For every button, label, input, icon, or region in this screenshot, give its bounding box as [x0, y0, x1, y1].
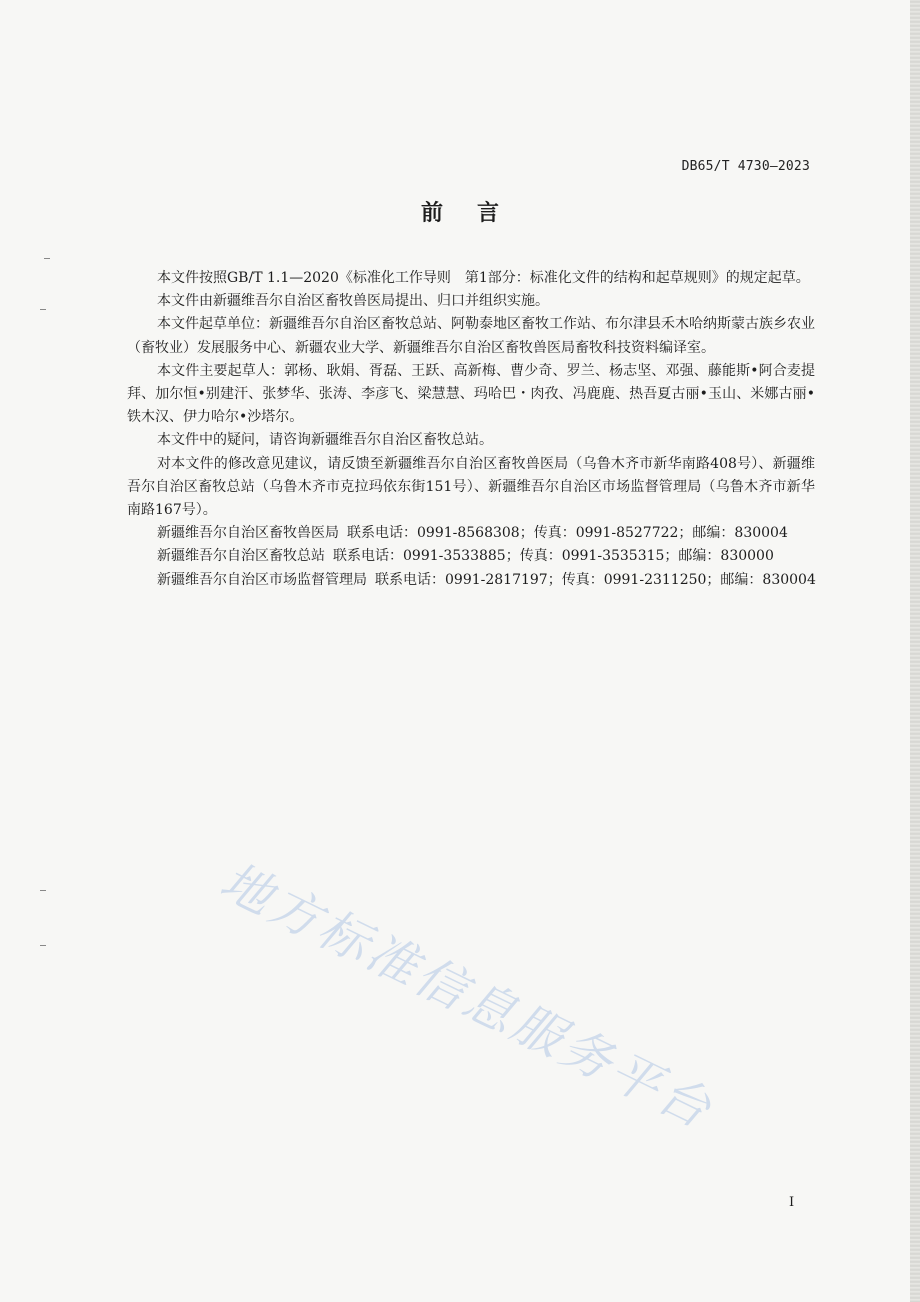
scan-mark	[44, 258, 50, 259]
contact-org: 新疆维吾尔自治区畜牧总站	[157, 548, 325, 565]
paragraph: 本文件中的疑问，请咨询新疆维吾尔自治区畜牧总站。	[157, 432, 493, 449]
contact-org: 新疆维吾尔自治区市场监督管理局	[157, 571, 367, 588]
contact-line	[127, 569, 815, 592]
page-number: I	[789, 1195, 795, 1210]
watermark: 地方标准信息服务平台	[211, 851, 723, 1141]
paragraph: 对本文件的修改意见建议，请反馈至新疆维吾尔自治区畜牧兽医局（乌鲁木齐市新华南路408号）、新疆维吾尔自治区畜牧总站（乌鲁木齐市克拉玛依东街151号）、新疆维吾尔自治区市场监督管理局（乌鲁木齐市新华南路167号）。	[127, 455, 815, 519]
paragraph: 本文件按照GB/T 1.1—2020《标准化工作导则 第1部分：标准化文件的结构和起草规则》的规定起草。	[157, 270, 810, 286]
paragraph: 本文件起草单位：新疆维吾尔自治区畜牧总站、阿勒泰地区畜牧工作站、布尔津县禾木哈纳斯蒙古族乡农业（畜牧业）发展服务中心、新疆农业大学、新疆维吾尔自治区畜牧兽医局畜牧科技资料编译室。	[127, 316, 815, 356]
scan-mark	[40, 945, 46, 946]
scan-mark	[40, 890, 46, 891]
contact-details: 联系电话：0991-3533885；传真：0991-3535315；邮编：830000	[333, 548, 774, 565]
paragraph: 本文件由新疆维吾尔自治区畜牧兽医局提出、归口并组织实施。	[157, 293, 549, 310]
page-title: 前言	[420, 201, 533, 226]
contact-details: 联系电话：0991-2817197；传真：0991-2311250；邮编：830004	[375, 571, 816, 588]
contact-details: 联系电话：0991-8568308；传真：0991-8527722；邮编：830004	[347, 525, 788, 542]
paragraph: 本文件主要起草人：郭杨、耿娟、胥磊、王跃、高新梅、曹少奇、罗兰、杨志坚、邓强、藤能斯•阿合麦提拜、加尔恒•别建汗、张梦华、张涛、李彦飞、梁慧慧、玛哈巴・肉孜、冯鹿鹿、热吾夏古丽•玉山、米娜古丽•铁木汉、伊力哈尔•沙塔尔。	[127, 362, 815, 426]
body-text	[127, 267, 815, 592]
contact-org: 新疆维吾尔自治区畜牧兽医局	[157, 525, 339, 542]
document-code: DB65/T 4730—2023	[681, 159, 810, 174]
scan-mark	[40, 309, 46, 310]
contact-line	[127, 545, 815, 568]
contact-line	[127, 522, 815, 545]
